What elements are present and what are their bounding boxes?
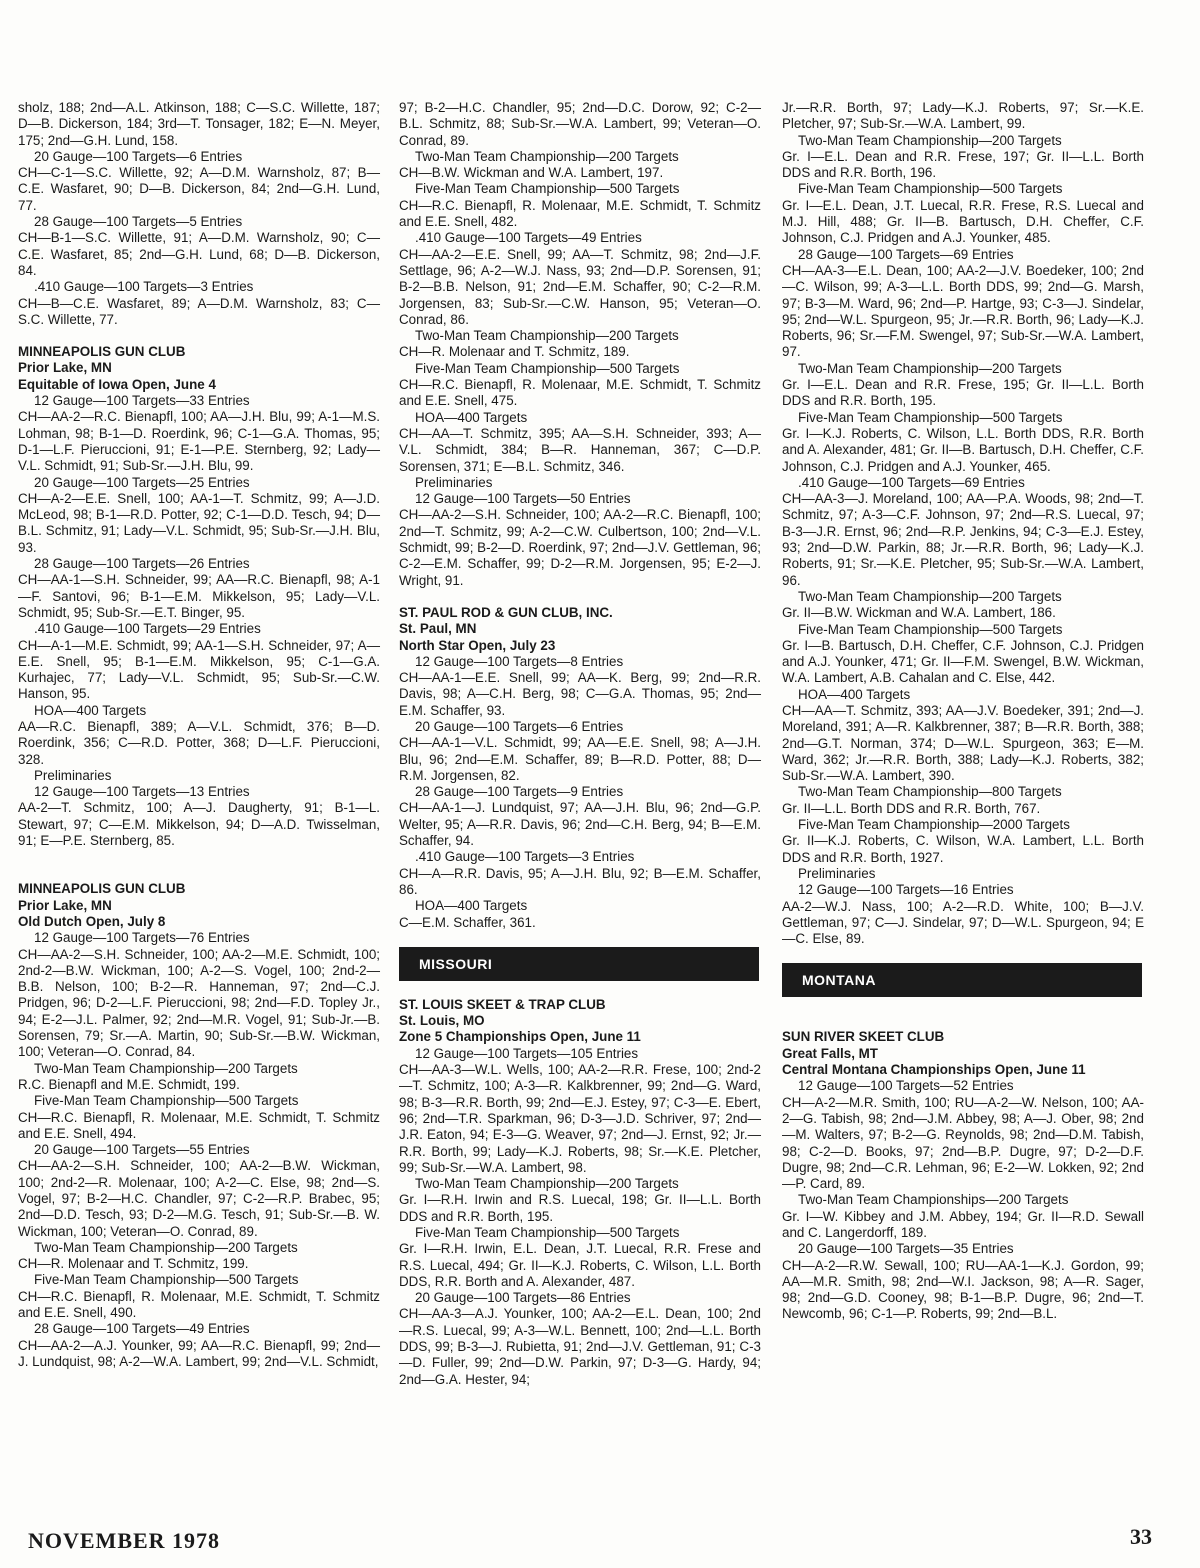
event-subheading: 12 Gauge—100 Targets—8 Entries xyxy=(415,653,624,669)
result-paragraph: AA-2—T. Schmitz, 100; A—J. Daugherty, 91; B-1—L. Stewart, 97; C—E.M. Mikkelson, 94; D—A.D. Twisselman, 91; E—P.E. Sternberg, 85. xyxy=(18,800,380,849)
event-subheading: Five-Man Team Championship—500 Targets xyxy=(415,181,680,197)
issue-date: NOVEMBER 1978 xyxy=(28,1528,221,1553)
event-subheading: Two-Man Team Championship—200 Targets xyxy=(415,148,679,164)
event-title: Prior Lake, MN xyxy=(18,897,112,913)
event-subheading: Five-Man Team Championship—500 Targets xyxy=(798,409,1063,425)
spacer xyxy=(399,589,761,605)
event-subheading: HOA—400 Targets xyxy=(415,898,528,914)
result-paragraph: CH—AA-2—S.H. Schneider, 100; AA-2—B.W. Wickman, 100; 2nd-2—R. Molenaar, 100; A-2—C. Else, 98; 2nd—S. Vogel, 97; B-2—H.C. Chandler, 97; C-2—R.P. Brabec, 95; 2nd—D.D. Tesch, 93; D-2—M.G. Tesch, 91; Sub-Sr.—B. W. Wickman, 100; Veteran—O. Conrad, 89. xyxy=(18,1158,380,1239)
spacer xyxy=(18,328,380,344)
result-paragraph: CH—R.C. Bienapfl, R. Molenaar, M.E. Schmidt, T. Schmitz and E.E. Snell, 482. xyxy=(399,197,761,230)
result-paragraph: CH—A-2—E.E. Snell, 100; AA-1—T. Schmitz, 99; A—J.D. McLeod, 98; B-1—R.D. Potter, 92; C-1—D.D. Tesch, 94; D—B.L. Schmitz, 91; Lady—V.L. Schmidt, 95; Sub-Sr.—J.H. Blu, 93. xyxy=(18,490,380,555)
event-subheading: 12 Gauge—100 Targets—105 Entries xyxy=(415,1045,639,1061)
result-paragraph: Gr. I—E.L. Dean, J.T. Luecal, R.R. Frese, R.S. Luecal and M.J. Hill, 488; Gr. II—B. Bartusch, D.H. Cheffer, C.F. Johnson, C.J. Pridgen and A.J. Younker, 485. xyxy=(782,197,1144,246)
result-paragraph: CH—AA-1—S.H. Schneider, 99; AA—R.C. Bienapfl, 98; A-1—F. Santovi, 96; B-1—E.M. Mikkelson, 95; Lady—V.L. Schmidt, 95; Sub-Sr.—E.T. Binger, 95. xyxy=(18,572,380,620)
event-subheading: 28 Gauge—100 Targets—49 Entries xyxy=(34,1321,250,1337)
event-subheading: 28 Gauge—100 Targets—9 Entries xyxy=(415,784,624,800)
event-title: Equitable of Iowa Open, June 4 xyxy=(18,376,216,392)
result-paragraph: CH—A-1—M.E. Schmidt, 99; AA-1—S.H. Schneider, 97; A—E.E. Snell, 95; B-1—E.M. Mikkelson, 95; C-1—G.A. Kurhajec, 77; Lady—V.L. Schmidt, 95; Sub-Sr.—C.W. Hanson, 95. xyxy=(18,637,380,702)
result-paragraph: CH—AA-2—S.H. Schneider, 100; AA-2—R.C. Bienapfl, 100; 2nd—T. Schmitz, 99; A-2—C.W. Culbertson, 100; 2nd—V.L. Schmidt, 99; B-2—D. Roerdink, 97; 2nd—J.V. Gettleman, 96; C-2—E.M. Schaffer, 99; D-2—R.M. Jorgensen, 95; E-2—J. Wright, 91. xyxy=(399,507,761,588)
result-paragraph: Gr. I—R.H. Irwin and R.S. Luecal, 198; Gr. II—L.L. Borth DDS and R.R. Borth, 195. xyxy=(399,1192,761,1224)
spacer xyxy=(18,865,380,881)
event-subheading: Preliminaries xyxy=(415,474,493,490)
result-paragraph: CH—R.C. Bienapfl, R. Molenaar, M.E. Schmidt, T. Schmitz and E.E. Snell, 475. xyxy=(399,377,761,409)
event-subheading: Five-Man Team Championship—2000 Targets xyxy=(798,817,1070,833)
result-paragraph: CH—AA-1—E.E. Snell, 99; AA—K. Berg, 99; 2nd—R.R. Davis, 98; A—C.H. Berg, 98; C—G.A. Thomas, 95; 2nd—E.M. Schaffer, 93. xyxy=(399,670,761,718)
results-column-2 xyxy=(399,100,761,1388)
state-banner: MONTANA xyxy=(782,963,1142,997)
event-subheading: Five-Man Team Championship—500 Targets xyxy=(415,360,680,376)
event-subheading: 28 Gauge—100 Targets—26 Entries xyxy=(34,556,250,572)
event-subheading: 12 Gauge—100 Targets—76 Entries xyxy=(34,930,250,946)
result-paragraph: AA—R.C. Bienapfl, 389; A—V.L. Schmidt, 376; B—D. Roerdink, 356; C—R.D. Potter, 368; D—L.F. Pieruccioni, 328. xyxy=(18,718,380,767)
result-paragraph: R.C. Bienapfl and M.E. Schmidt, 199. xyxy=(18,1076,240,1092)
event-subheading: 12 Gauge—100 Targets—13 Entries xyxy=(34,784,250,800)
event-subheading: Five-Man Team Championship—500 Targets xyxy=(415,1225,680,1240)
event-subheading: .410 Gauge—100 Targets—3 Entries xyxy=(34,279,254,295)
result-paragraph: CH—AA-2—A.J. Younker, 99; AA—R.C. Bienapfl, 99; 2nd—J. Lundquist, 98; A-2—W.A. Lambert, 99; 2nd—V.L. Schmidt, xyxy=(18,1337,380,1369)
event-title: St. Louis, MO xyxy=(399,1013,485,1029)
result-paragraph: CH—AA-2—R.C. Bienapfl, 100; AA—J.H. Blu, 99; A-1—M.S. Lohman, 98; B-1—D. Roerdink, 96; C-1—G.A. Thomas, 95; D-1—L.F. Pieruccioni, 91; E-1—P.E. Sternberg, 92; Lady—V.L. Schmidt, 91; Sub-Sr.—J.H. Blu, 99. xyxy=(18,409,380,474)
event-title: Central Montana Championships Open, June 11 xyxy=(782,1062,1086,1078)
event-subheading: 28 Gauge—100 Targets—5 Entries xyxy=(34,214,243,230)
result-paragraph: AA-2—W.J. Nass, 100; A-2—R.D. White, 100; B—J.V. Gettleman, 97; C—J. Sindelar, 97; D—W.L. Spurgeon, 94; E—C. Else, 89. xyxy=(782,898,1144,947)
result-paragraph: CH—AA—T. Schmitz, 395; AA—S.H. Schneider, 393; A—V.L. Schmidt, 384; B—R. Hanneman, 367; C—D.P. Sorensen, 371; E—B.L. Schmitz, 346. xyxy=(399,425,761,474)
result-paragraph: CH—B-1—S.C. Willette, 91; A—D.M. Warnsholz, 90; C—C.E. Wasfaret, 85; 2nd—G.H. Lund, 68; D—B. Dickerson, 84. xyxy=(18,230,380,278)
event-subheading: 12 Gauge—100 Targets—50 Entries xyxy=(415,491,631,507)
result-paragraph: Gr. I—E.L. Dean and R.R. Frese, 197; Gr. II—L.L. Borth DDS and R.R. Borth, 196. xyxy=(782,148,1144,181)
event-subheading: Two-Man Team Championship—200 Targets xyxy=(34,1239,298,1255)
event-subheading: 20 Gauge—100 Targets—35 Entries xyxy=(798,1241,1014,1257)
event-subheading: 20 Gauge—100 Targets—86 Entries xyxy=(415,1290,631,1306)
club-name: ST. LOUIS SKEET & TRAP CLUB xyxy=(399,996,606,1012)
event-subheading: 20 Gauge—100 Targets—55 Entries xyxy=(34,1142,250,1158)
result-paragraph: CH—R.C. Bienapfl, R. Molenaar, M.E. Schmidt, T. Schmitz and E.E. Snell, 494. xyxy=(18,1109,380,1141)
result-paragraph: CH—R. Molenaar and T. Schmitz, 189. xyxy=(399,344,630,360)
event-subheading: HOA—400 Targets xyxy=(798,686,911,702)
club-name: ST. PAUL ROD & GUN CLUB, INC. xyxy=(399,604,613,620)
result-paragraph: Gr. I—K.J. Roberts, C. Wilson, L.L. Borth DDS, R.R. Borth and A. Alexander, 481; Gr. II—B. Bartusch, D.H. Cheffer, C.F. Johnson, C.J. Pridgen and A.J. Younker, 465. xyxy=(782,425,1144,474)
club-name: MINNEAPOLIS GUN CLUB xyxy=(18,344,186,360)
event-subheading: 12 Gauge—100 Targets—33 Entries xyxy=(34,393,250,409)
event-subheading: HOA—400 Targets xyxy=(34,702,147,718)
result-paragraph: CH—A—R.R. Davis, 95; A—J.H. Blu, 92; B—E.M. Schaffer, 86. xyxy=(399,865,761,897)
result-paragraph: CH—AA-3—W.L. Wells, 100; AA-2—R.R. Frese, 100; 2nd-2—T. Schmitz, 100; A-3—R. Kalkbrenner, 99; 2nd—G. Ward, 98; B-3—R.R. Borth, 99; 2nd—E.J. Estey, 97; C-3—E. Ebert, 96; 2nd—T.R. Sparkman, 96; D-3—J.D. Schriver, 97; 2nd—J.R. Eaton, 94; E-3—G. Weaver, 97; 2nd—J. Ernst, 92; Jr.—R.R. Borth, 99; Lady—K.J. Roberts, 98; Sr.—K.E. Pletcher, 99; Sub-Sr.—W.A. Lambert, 98. xyxy=(399,1062,761,1175)
result-paragraph: CH—B.W. Wickman and W.A. Lambert, 197. xyxy=(399,165,664,181)
event-subheading: Two-Man Team Championships—200 Targets xyxy=(798,1192,1069,1208)
result-paragraph: CH—AA—T. Schmitz, 393; AA—J.V. Boedeker, 391; 2nd—J. Moreland, 391; A—R. Kalkbrenner, 387; B—R.R. Borth, 388; 2nd—G.T. Norman, 374; D—W.L. Spurgeon, 363; E—M. Ward, 362; Jr.—R.R. Borth, 388; Lady—K.J. Roberts, 382; Sub-Sr.—W.A. Lambert, 390. xyxy=(782,702,1144,784)
state-banner: MISSOURI xyxy=(399,947,759,981)
result-paragraph: Gr. I—E.L. Dean and R.R. Frese, 195; Gr. II—L.L. Borth DDS and R.R. Borth, 195. xyxy=(782,377,1144,409)
spacer xyxy=(782,1013,1144,1029)
event-subheading: HOA—400 Targets xyxy=(415,409,528,425)
result-paragraph: Gr. I—R.H. Irwin, E.L. Dean, J.T. Luecal, R.R. Frese and R.S. Luecal, 494; Gr. II—K.J. Roberts, C. Wilson, L.L. Borth DDS, R.R. Borth and A. Alexander, 487. xyxy=(399,1241,761,1289)
result-paragraph: CH—AA-3—J. Moreland, 100; AA—P.A. Woods, 98; 2nd—T. Schmitz, 97; A-3—C.F. Johnson, 97; 2nd—R.S. Luecal, 97; B-3—J.R. Ernst, 96; 2nd—R.P. Jenkins, 94; C-3—E.J. Estey, 93; 2nd—D.W. Parkin, 88; Jr.—R.R. Borth, 96; Lady—K.J. Roberts, 91; Sr.—K.E. Pletcher, 95; Sub-Sr.—W.A. Lambert, 96. xyxy=(782,491,1144,588)
event-subheading: 28 Gauge—100 Targets—69 Entries xyxy=(798,246,1014,262)
result-paragraph: Gr. II—K.J. Roberts, C. Wilson, W.A. Lambert, L.L. Borth DDS and R.R. Borth, 1927. xyxy=(782,833,1144,865)
event-subheading: Preliminaries xyxy=(798,865,876,881)
event-subheading: .410 Gauge—100 Targets—29 Entries xyxy=(34,621,261,637)
event-title: St. Paul, MN xyxy=(399,621,477,637)
result-paragraph: Jr.—R.R. Borth, 97; Lady—K.J. Roberts, 97; Sr.—K.E. Pletcher, 97; Sub-Sr.—W.A. Lambert, 99. xyxy=(782,100,1144,132)
event-subheading: 20 Gauge—100 Targets—6 Entries xyxy=(34,148,243,164)
event-title: Zone 5 Championships Open, June 11 xyxy=(399,1029,641,1045)
result-paragraph: CH—B—C.E. Wasfaret, 89; A—D.M. Warnsholz, 83; C—S.C. Willette, 77. xyxy=(18,295,380,327)
event-subheading: Two-Man Team Championship—200 Targets xyxy=(415,328,679,344)
result-paragraph: CH—A-2—M.R. Smith, 100; RU—A-2—W. Nelson, 100; AA-2—G. Tabish, 98; 2nd—J.M. Abbey, 98; A—J. Ober, 98; 2nd—M. Walters, 97; B-2—G. Reynolds, 98; 2nd—D.M. Tabish, 98; C-2—D. Books, 97; 2nd—B.P. Dugre, 97; D-2—D.F. Dugre, 98; 2nd—C.R. Lehman, 96; E-2—W. Lokken, 92; 2nd—P. Card, 89. xyxy=(782,1094,1144,1192)
result-paragraph: Gr. I—W. Kibbey and J.M. Abbey, 194; Gr. II—R.D. Sewall and C. Langerdorff, 189. xyxy=(782,1208,1144,1240)
result-paragraph: CH—AA-2—S.H. Schneider, 100; AA-2—M.E. Schmidt, 100; 2nd-2—B.W. Wickman, 100; A-2—S. Vogel, 100; 2nd-2—B.B. Nelson, 100; B-2—R. Hanneman, 97; 2nd—C.J. Pridgen, 96; D-2—L.F. Pieruccioni, 98; 2nd—F.D. Topley Jr., 94; E-2—J.L. Palmer, 92; 2nd—M.R. Vogel, 91; Sub-Jr.—B. Sorensen, 79; Sr.—A. Martin, 90; Sub-Sr.—B.W. Wickman, 100; Veteran—O. Conrad, 84. xyxy=(18,946,380,1060)
event-title: Old Dutch Open, July 8 xyxy=(18,913,166,929)
result-paragraph: CH—AA-1—J. Lundquist, 97; AA—J.H. Blu, 96; 2nd—G.P. Welter, 95; A—R.R. Davis, 96; 2nd—C.H. Berg, 94; B—E.M. Schaffer, 94. xyxy=(399,800,761,849)
result-paragraph: CH—R.C. Bienapfl, R. Molenaar, M.E. Schmidt, T. Schmitz and E.E. Snell, 490. xyxy=(18,1288,380,1321)
event-subheading: Two-Man Team Championship—200 Targets xyxy=(34,1060,298,1076)
result-paragraph: CH—AA-3—A.J. Younker, 100; AA-2—E.L. Dean, 100; 2nd—R.S. Luecal, 99; A-3—W.L. Bennett, 100; 2nd—L.L. Borth DDS, 99; B-3—J. Rubietta, 91; 2nd—J.V. Gettleman, 91; C-3—D. Fuller, 99; 2nd—D.W. Parkin, 97; D-3—G. Hardy, 94; 2nd—G.A. Hester, 94; xyxy=(399,1306,761,1387)
event-subheading: .410 Gauge—100 Targets—3 Entries xyxy=(415,849,635,865)
event-title: Prior Lake, MN xyxy=(18,360,112,376)
club-name: SUN RIVER SKEET CLUB xyxy=(782,1029,945,1045)
result-paragraph: CH—R. Molenaar and T. Schmitz, 199. xyxy=(18,1256,249,1272)
results-column-3 xyxy=(782,100,1144,1323)
event-subheading: Five-Man Team Championship—500 Targets xyxy=(798,181,1063,197)
event-subheading: 12 Gauge—100 Targets—52 Entries xyxy=(798,1078,1014,1094)
result-paragraph: sholz, 188; 2nd—A.L. Atkinson, 188; C—S.C. Willette, 187; D—B. Dickerson, 184; 3rd—T. Tonsager, 182; E—N. Meyer, 175; 2nd—G.H. Lund, 158. xyxy=(18,100,380,148)
event-subheading: Five-Man Team Championship—500 Targets xyxy=(798,621,1063,637)
result-paragraph: C—E.M. Schaffer, 361. xyxy=(399,914,536,930)
event-subheading: Two-Man Team Championship—200 Targets xyxy=(415,1176,679,1192)
event-title: North Star Open, July 23 xyxy=(399,637,556,653)
result-paragraph: CH—AA-1—V.L. Schmidt, 99; AA—E.E. Snell, 98; A—J.H. Blu, 96; 2nd—E.M. Schaffer, 89; B—R.D. Potter, 88; D—R.M. Jorgensen, 82. xyxy=(399,735,761,783)
event-subheading: .410 Gauge—100 Targets—69 Entries xyxy=(798,474,1025,490)
event-title: Great Falls, MT xyxy=(782,1045,878,1061)
event-subheading: Preliminaries xyxy=(34,767,112,783)
result-paragraph: Gr. II—L.L. Borth DDS and R.R. Borth, 767. xyxy=(782,800,1041,816)
event-subheading: Two-Man Team Championship—200 Targets xyxy=(798,588,1062,604)
event-subheading: Two-Man Team Championship—800 Targets xyxy=(798,784,1062,800)
result-paragraph: CH—AA-3—E.L. Dean, 100; AA-2—J.V. Boedeker, 100; 2nd—C. Wilson, 99; A-3—L.L. Borth DDS, 99; 2nd—G. Marsh, 97; B-3—M. Ward, 96; 2nd—P. Hartge, 93; C-3—J. Sindelar, 95; 2nd—W.L. Spurgeon, 95; Jr.—R.R. Borth, 96; Lady—K.J. Roberts, 96; Sr.—F.M. Swengel, 97; Sub-Sr.—W.A. Lambert, 97. xyxy=(782,262,1144,360)
result-paragraph: CH—AA-2—E.E. Snell, 99; AA—T. Schmitz, 98; 2nd—J.F. Settlage, 96; A-2—W.J. Nass, 93; 2nd—D.P. Sorensen, 91; B-2—B.B. Nelson, 91; 2nd—E.M. Schaffer, 90; C-2—R.M. Jorgensen, 83; Sub-Sr.—C.W. Hanson, 95; Veteran—O. Conrad, 86. xyxy=(399,246,761,327)
event-subheading: 20 Gauge—100 Targets—25 Entries xyxy=(34,474,250,490)
event-subheading: Five-Man Team Championship—500 Targets xyxy=(34,1093,299,1109)
event-subheading: Two-Man Team Championship—200 Targets xyxy=(798,132,1062,148)
results-column-1 xyxy=(18,100,380,1370)
result-paragraph: Gr. II—B.W. Wickman and W.A. Lambert, 186. xyxy=(782,605,1056,621)
result-paragraph: Gr. I—B. Bartusch, D.H. Cheffer, C.F. Johnson, C.J. Pridgen and A.J. Younker, 471; Gr. II—F.M. Swengel, B.W. Wickman, W.A. Lambert, A.B. Cahalan and C. Else, 442. xyxy=(782,637,1144,686)
spacer xyxy=(18,849,380,865)
event-subheading: Two-Man Team Championship—200 Targets xyxy=(798,360,1062,376)
event-subheading: 20 Gauge—100 Targets—6 Entries xyxy=(415,718,624,734)
event-subheading: 12 Gauge—100 Targets—16 Entries xyxy=(798,882,1014,898)
result-paragraph: 97; B-2—H.C. Chandler, 95; 2nd—D.C. Dorow, 92; C-2—B.L. Schmitz, 88; Sub-Sr.—W.A. Lambert, 99; Veteran—O. Conrad, 89. xyxy=(399,100,761,148)
page-number: 33 xyxy=(1130,1524,1152,1549)
club-name: MINNEAPOLIS GUN CLUB xyxy=(18,881,186,897)
result-paragraph: CH—A-2—R.W. Sewall, 100; RU—AA-1—K.J. Gordon, 99; AA—M.R. Smith, 98; 2nd—W.I. Jackson, 98; A—R. Sager, 98; 2nd—G.D. Cooney, 98; B-1—B.P. Dugre, 96; 2nd—T. Newcomb, 96; C-1—P. Roberts, 99; 2nd—B.L. xyxy=(782,1257,1144,1322)
result-paragraph: CH—C-1—S.C. Willette, 92; A—D.M. Warnsholz, 87; B—C.E. Wasfaret, 90; D—B. Dickerson, 84; 2nd—G.H. Lund, 77. xyxy=(18,165,380,213)
event-subheading: Five-Man Team Championship—500 Targets xyxy=(34,1272,299,1288)
event-subheading: .410 Gauge—100 Targets—49 Entries xyxy=(415,230,642,246)
